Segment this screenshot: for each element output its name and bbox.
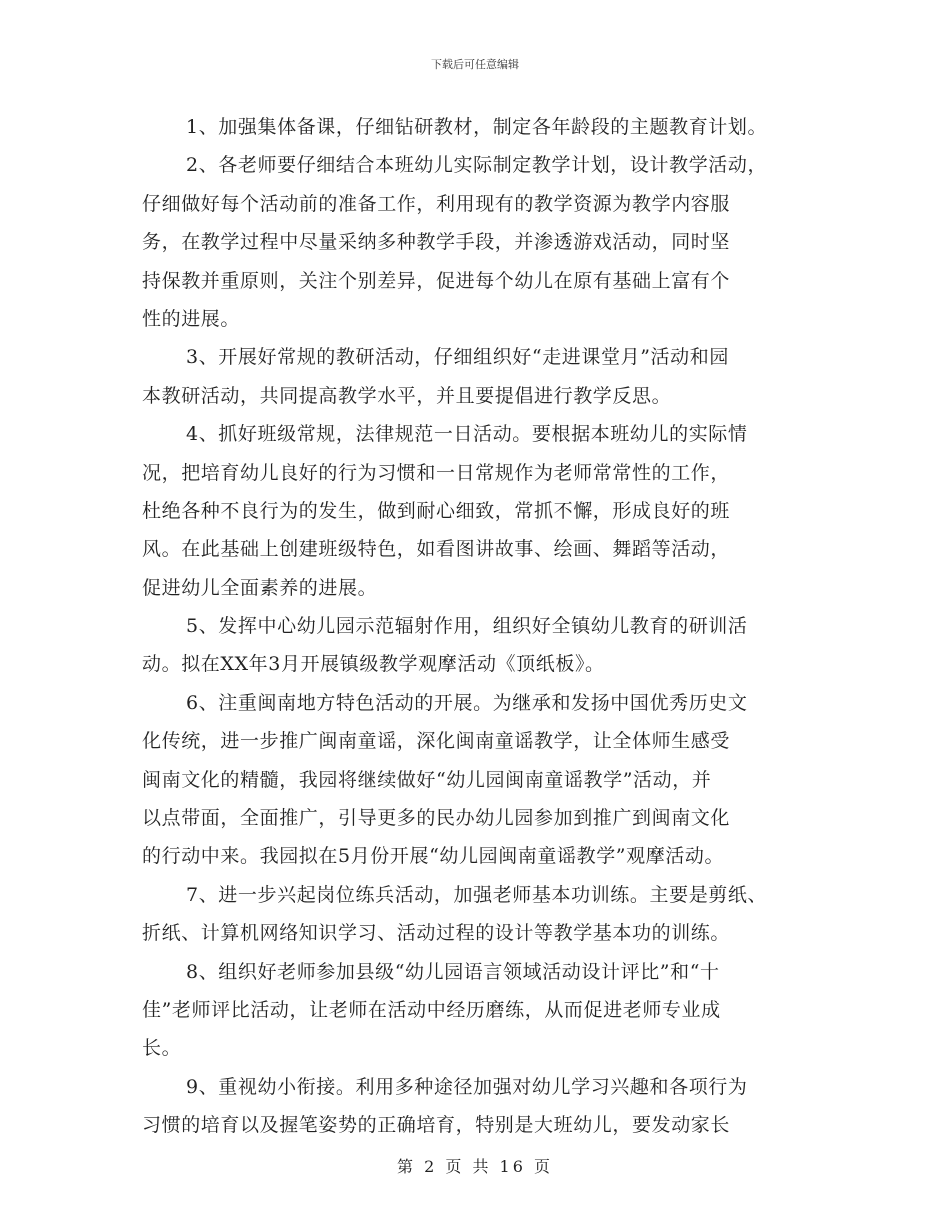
text-line: 动。拟在XX年3月开展镇级教学观摩活动《顶纸板》。 [142, 653, 605, 676]
text-line: 佳”老师评比活动，让老师在活动中经历磨练，从而促进老师专业成 [142, 998, 721, 1021]
text-line: 9、重视幼小衔接。利用多种途径加强对幼儿学习兴趣和各项行为 [186, 1075, 748, 1098]
text-line: 的行动中来。我园拟在5月份开展“幼儿园闽南童谣教学”观摩活动。 [142, 845, 725, 868]
text-line: 习惯的培育以及握笔姿势的正确培育，特别是大班幼儿，要发动家长 [142, 1114, 731, 1137]
text-line: 4、抓好班级常规，法律规范一日活动。要根据本班幼儿的实际情 [186, 423, 748, 446]
text-line: 7、进一步兴起岗位练兵活动，加强老师基本功训练。主要是剪纸、 [186, 883, 768, 906]
text-line: 本教研活动，共同提高教学水平，并且要提倡进行教学反思。 [142, 384, 672, 407]
text-line: 3、开展好常规的教研活动，仔细组织好“走进课堂月”活动和园 [186, 346, 729, 369]
page-footer: 第 2 页 共 16 页 [397, 1157, 553, 1176]
text-line: 促进幼儿全面素养的进展。 [142, 576, 378, 599]
text-line: 杜绝各种不良行为的发生，做到耐心细致，常抓不懈，形成良好的班 [142, 499, 731, 522]
header-note: 下载后可任意编辑 [431, 58, 519, 71]
text-line: 折纸、计算机网络知识学习、活动过程的设计等教学基本功的训练。 [142, 922, 731, 945]
text-line: 化传统，进一步推广闽南童谣，深化闽南童谣教学，让全体师生感受 [142, 730, 731, 753]
document-body [142, 108, 832, 1145]
text-line: 6、注重闽南地方特色活动的开展。为继承和发扬中国优秀历史文 [186, 691, 748, 714]
text-line: 1、加强集体备课，仔细钻研教材，制定各年龄段的主题教育计划。 [186, 116, 768, 138]
text-line: 况，把培育幼儿良好的行为习惯和一日常规作为老师常常性的工作， [142, 461, 731, 484]
text-line: 5、发挥中心幼儿园示范辐射作用，组织好全镇幼儿教育的研训活 [186, 615, 748, 638]
text-line: 闽南文化的精髓，我园将继续做好“幼儿园闽南童谣教学”活动，并 [142, 768, 712, 791]
text-line: 风。在此基础上创建班级特色，如看图讲故事、绘画、舞蹈等活动， [142, 538, 731, 561]
text-line: 以点带面，全面推广，引导更多的民办幼儿园参加到推广到闽南文化 [142, 807, 731, 830]
text-line: 长。 [142, 1037, 182, 1060]
text-line: 8、组织好老师参加县级“幼儿园语言领域活动设计评比”和“十 [186, 960, 720, 983]
text-line: 持保教并重原则，关注个别差异，促进每个幼儿在原有基础上富有个 [142, 269, 731, 292]
text-line: 2、各老师要仔细结合本班幼儿实际制定教学计划，设计教学活动， [186, 154, 768, 177]
text-line: 仔细做好每个活动前的准备工作，利用现有的教学资源为教学内容服 [142, 192, 731, 215]
text-line: 务，在教学过程中尽量采纳多种教学手段，并渗透游戏活动，同时坚 [142, 231, 731, 254]
text-line: 性的进展。 [142, 307, 241, 330]
